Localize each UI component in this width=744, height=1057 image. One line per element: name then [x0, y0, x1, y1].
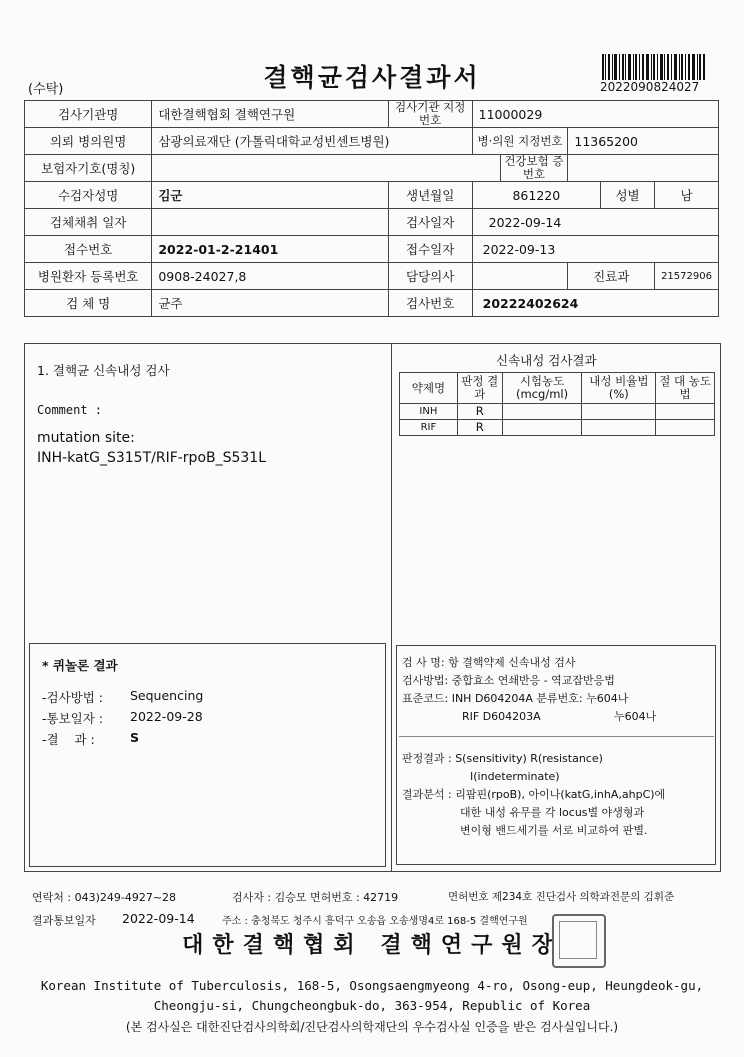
conc-cell [502, 404, 582, 420]
notify-date: 2022-09-14 [122, 911, 195, 926]
susceptibility-table [399, 372, 715, 436]
col-header-ratio: 내성 비율법(%) [582, 373, 656, 404]
lab-code: 11000029 [472, 101, 718, 128]
drug-cell: RIF [400, 420, 458, 436]
table-row [400, 404, 715, 420]
standard-code-inh: 표준코드: INH D604204A 분류번호: 누604나 [402, 692, 629, 705]
analysis-line-1: 결과분석 : 리팜핀(rpoB), 아이나(katG,inhA,ahpC)에 [402, 788, 666, 801]
sex-label: 성별 [601, 182, 655, 209]
receipt-date: 2022-09-13 [472, 236, 718, 263]
judgement-line-1: 판정결과 : S(sensitivity) R(resistance) [402, 752, 603, 765]
standard-code-rif: RIF D604203A [462, 710, 541, 723]
quinolone-notify-label: -통보일자 : [42, 711, 103, 726]
birth-date: 861220 [472, 182, 600, 209]
patient-name: 김군 [152, 182, 388, 209]
test-date: 2022-09-14 [472, 209, 718, 236]
hospital-label: 의뢰 병의원명 [25, 128, 152, 155]
specimen-name: 균주 [152, 290, 388, 317]
receipt-no: 2022-01-2-21401 [152, 236, 388, 263]
absolute-cell [656, 404, 715, 420]
address-korean: 주소 : 충청북도 청주시 흥덕구 오송읍 오송생명4로 168-5 결핵연구원 [222, 916, 528, 927]
notify-date-label: 결과통보일자 [32, 914, 96, 927]
col-header-drug: 약제명 [400, 373, 458, 404]
specialist-info: 면허번호 제234호 진단검사 의학과전문의 김휘준 [448, 891, 675, 903]
collect-date [152, 209, 388, 236]
hospital-code-label: 병·의원 지정번호 [472, 128, 568, 155]
patient-label: 수검자성명 [25, 182, 152, 209]
institute-name: 대한결핵협회 결핵연구원장 [182, 933, 562, 958]
analysis-line-2: 대한 내성 유무를 각 locus별 야생형과 [460, 806, 645, 819]
insured-value [152, 155, 500, 182]
method-test-name: 검 사 명: 항 결핵약제 신속내성 검사 [402, 656, 576, 669]
quinolone-notify-date: 2022-09-28 [130, 709, 203, 724]
result-cell: R [457, 420, 502, 436]
rapid-test-title: 1. 결핵균 신속내성 검사 [37, 363, 170, 378]
result-cell: R [457, 404, 502, 420]
table-row [400, 420, 715, 436]
standard-code-rif-class: 누604나 [614, 710, 657, 723]
insurance-no-label: 건강보험 증번호 [500, 155, 568, 182]
examiner-info: 검사자 : 김승모 면허번호 : 42719 [232, 891, 399, 904]
receipt-date-label: 접수일자 [388, 236, 472, 263]
ratio-cell [582, 404, 656, 420]
col-header-result: 판정 결과 [457, 373, 502, 404]
mutation-value: INH-katG_S315T/RIF-rpoB_S531L [37, 450, 267, 466]
drug-cell: INH [400, 404, 458, 420]
col-header-concentration: 시험농도 (mcg/ml) [502, 373, 582, 404]
judgement-line-2: I(indeterminate) [470, 770, 560, 783]
address-english-1: Korean Institute of Tuberculosis, 168-5, Osongsaengmyeong 4-ro, Osong-eup, Heungdeok-gu, [40, 978, 704, 993]
test-no-label: 검사번호 [388, 290, 472, 317]
ratio-cell [582, 420, 656, 436]
absolute-cell [656, 420, 715, 436]
insurance-no [568, 155, 719, 182]
conc-cell [502, 420, 582, 436]
patient-info-table [24, 100, 719, 317]
collect-date-label: 검체채취 일자 [25, 209, 152, 236]
reg-no: 0908-24027,8 [152, 263, 388, 290]
birth-label: 생년월일 [388, 182, 472, 209]
method-divider [399, 736, 714, 737]
barcode-number: 2022090824027 [600, 80, 700, 94]
certification-note: (본 검사실은 대한진단검사의학회/진단검사의학재단의 우수검사실 인증을 받은 검사실입니다.) [125, 1020, 619, 1034]
mutation-label: mutation site: [37, 430, 135, 446]
document-title: 결핵균검사결과서 [263, 63, 481, 92]
analysis-line-3: 변이형 밴드세기를 서로 비교하여 판별. [460, 824, 648, 837]
copy-type: (수탁) [28, 82, 64, 97]
quinolone-box [29, 643, 386, 867]
method-description: 검사방법: 중합효소 연쇄반응 - 역교잡반응법 [402, 674, 615, 687]
receipt-no-label: 접수번호 [25, 236, 152, 263]
quinolone-result: S [130, 730, 140, 745]
quinolone-method-label: -검사방법 : [42, 690, 103, 705]
sex-value: 남 [655, 182, 719, 209]
lab-code-label: 검사기관 지정번호 [388, 101, 472, 128]
address-english-2: Cheongju-si, Chungcheongbuk-do, 363-954, Republic of Korea [153, 998, 591, 1013]
comment-label: Comment : [37, 403, 103, 417]
hospital-code: 11365200 [568, 128, 719, 155]
lab-name: 대한결핵협회 결핵연구원 [152, 101, 388, 128]
dept-label: 진료과 [568, 263, 655, 290]
specimen-label: 검 체 명 [25, 290, 152, 317]
susceptibility-title: 신속내성 검사결과 [496, 353, 597, 368]
hospital-name: 삼광의료재단 (가톨릭대학교성빈센트병원) [152, 128, 472, 155]
quinolone-method: Sequencing [130, 688, 204, 703]
quinolone-result-label: -결 과 : [42, 732, 95, 747]
col-header-absolute: 절 대 농도법 [656, 373, 715, 404]
test-no: 20222402624 [472, 290, 718, 317]
doctor-label: 담당의사 [388, 263, 472, 290]
doctor-name [472, 263, 568, 290]
quinolone-title: * 퀴놀론 결과 [42, 658, 118, 673]
contact-phone: 연락처 : 043)249-4927~28 [32, 891, 177, 904]
official-seal [552, 914, 606, 968]
dept-code: 21572906 [655, 263, 719, 290]
lab-name-label: 검사기관명 [25, 101, 152, 128]
barcode [602, 54, 706, 80]
insured-label: 보험자기호(명칭) [25, 155, 152, 182]
test-date-label: 검사일자 [388, 209, 472, 236]
reg-no-label: 병원환자 등록번호 [25, 263, 152, 290]
